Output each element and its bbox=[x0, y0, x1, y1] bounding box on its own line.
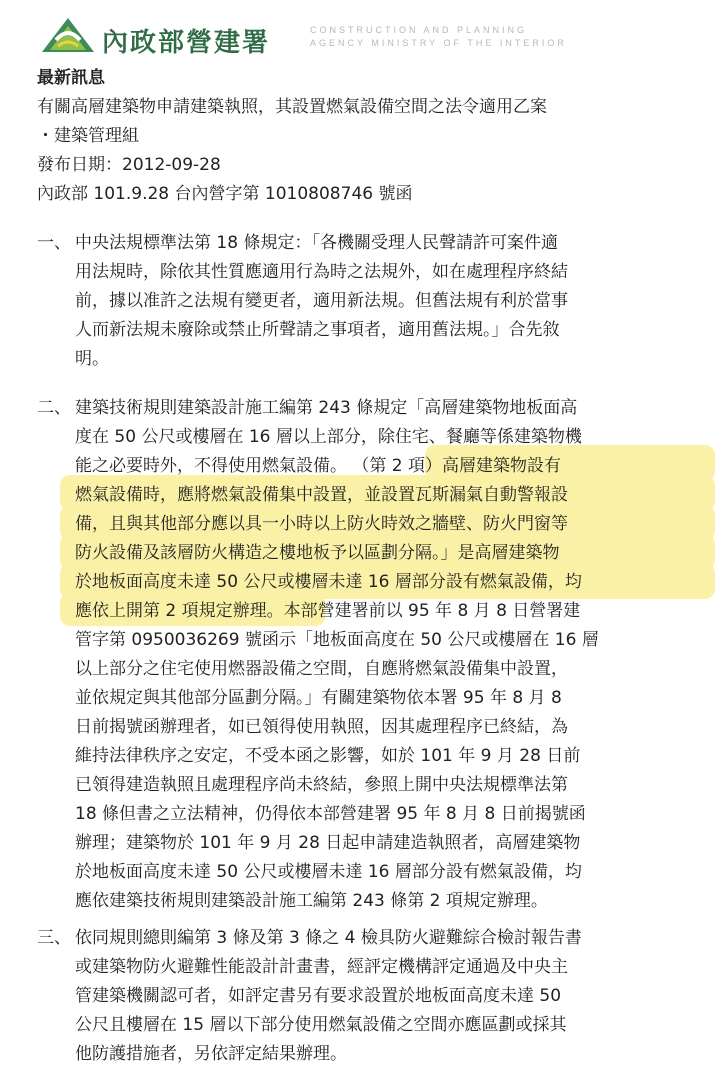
paragraph-line: 18 條但書之立法精神，仍得依本部營建署 95 年 8 月 8 日前揭號函 bbox=[75, 804, 586, 824]
paragraph-line: 於地板面高度未達 50 公尺或樓層未達 16 層部分設有燃氣設備，均 bbox=[75, 572, 582, 592]
paragraph-line: 已領得建造執照且處理程序尚未終結，參照上開中央法規標準法第 bbox=[75, 775, 568, 795]
paragraph-line: 應依上開第 2 項規定辦理。本部營建署前以 95 年 8 月 8 日營署建 bbox=[75, 601, 581, 621]
paragraph-line: 維持法律秩序之安定，不受本函之影響，如於 101 年 9 月 28 日前 bbox=[75, 746, 581, 766]
paragraph-line: 管建築機關認可者，如評定書另有要求設置於地板面高度未達 50 bbox=[75, 986, 562, 1006]
agency-name: 內政部營建署 bbox=[102, 28, 271, 58]
paragraph-line: 辦理；建築物於 101 年 9 月 28 日起申請建造執照者，高層建築物 bbox=[75, 833, 581, 853]
paragraph-line: 防火設備及該層防火構造之樓地板予以區劃分隔。」是高層建築物 bbox=[75, 543, 560, 563]
paragraph-line: 並依規定與其他部分區劃分隔。」有關建築物依本署 95 年 8 月 8 bbox=[75, 688, 562, 708]
paragraph-line: 明。 bbox=[75, 349, 109, 369]
section-title: 最新訊息 bbox=[37, 68, 105, 88]
paragraph-line: 燃氣設備時，應將燃氣設備集中設置，並設置瓦斯漏氣自動警報設 bbox=[75, 485, 568, 505]
paragraph-line: 他防護措施者，另依評定結果辦理。 bbox=[75, 1044, 347, 1064]
agency-name-english-line2: AGENCY MINISTRY OF THE INTERIOR bbox=[310, 38, 567, 48]
paragraph-line: 中央法規標準法第 18 條規定：「各機關受理人民聲請許可案件適 bbox=[75, 233, 558, 253]
paragraph-line: 備，且與其他部分應以具一小時以上防火時效之牆壁、防火門窗等 bbox=[75, 514, 568, 534]
news-title: 有關高層建築物申請建築執照，其設置燃氣設備空間之法令適用乙案 bbox=[37, 97, 547, 117]
paragraph-line: 於地板面高度未達 50 公尺或樓層未達 16 層部分設有燃氣設備，均 bbox=[75, 862, 582, 882]
paragraph-line: 以上部分之住宅使用燃器設備之空間，自應將燃氣設備集中設置， bbox=[75, 659, 568, 679]
paragraph-line: 用法規時，除依其性質應適用行為時之法規外，如在處理程序終結 bbox=[75, 262, 568, 282]
paragraph-line: 人而新法規未廢除或禁止所聲請之事項者，適用舊法規。」合先敘 bbox=[75, 320, 560, 340]
paragraph-number: 二、 bbox=[37, 398, 71, 418]
paragraph-line: 依同規則總則編第 3 條及第 3 條之 4 檢具防火避難綜合檢討報告書 bbox=[75, 928, 582, 948]
agency-logo-icon bbox=[40, 16, 96, 54]
paragraph-line: 建築技術規則建築設計施工編第 243 條規定「高層建築物地板面高 bbox=[75, 398, 578, 418]
news-meta bbox=[37, 64, 697, 209]
paragraph-line: 度在 50 公尺或樓層在 16 層以上部分，除住宅、餐廳等係建築物機 bbox=[75, 427, 582, 447]
paragraph-line: 或建築物防火避難性能設計計畫書，經評定機構評定通過及中央主 bbox=[75, 957, 568, 977]
paragraph-number: 一、 bbox=[37, 233, 71, 253]
paragraph-2 bbox=[37, 394, 697, 916]
paragraph-line: 應依建築技術規則建築設計施工編第 243 條第 2 項規定辦理。 bbox=[75, 891, 548, 911]
paragraph-line: 前，據以准許之法規有變更者，適用新法規。但舊法規有利於當事 bbox=[75, 291, 568, 311]
site-header bbox=[40, 14, 700, 56]
paragraph-3 bbox=[37, 924, 697, 1069]
document-reference: 內政部 101.9.28 台內營字第 1010808746 號函 bbox=[37, 184, 413, 204]
paragraph-line: 能之必要時外，不得使用燃氣設備。 （第 2 項）高層建築物設有 bbox=[75, 456, 562, 476]
paragraph-line: 日前揭號函辦理者，如已領得使用執照，因其處理程序已終結，為 bbox=[75, 717, 568, 737]
paragraph-line: 管字第 0950036269 號函示「地板面高度在 50 公尺或樓層在 16 層 bbox=[75, 630, 599, 650]
news-title-unit: ・建築管理組 bbox=[37, 126, 139, 146]
paragraph-number: 三、 bbox=[37, 928, 71, 948]
paragraph-line: 公尺且樓層在 15 層以下部分使用燃氣設備之空間亦應區劃或採其 bbox=[75, 1015, 567, 1035]
publish-date: 發布日期：2012-09-28 bbox=[37, 155, 221, 175]
agency-name-english-line1: CONSTRUCTION AND PLANNING bbox=[310, 25, 528, 35]
agency-name-english bbox=[310, 24, 567, 50]
paragraph-1 bbox=[37, 229, 697, 374]
